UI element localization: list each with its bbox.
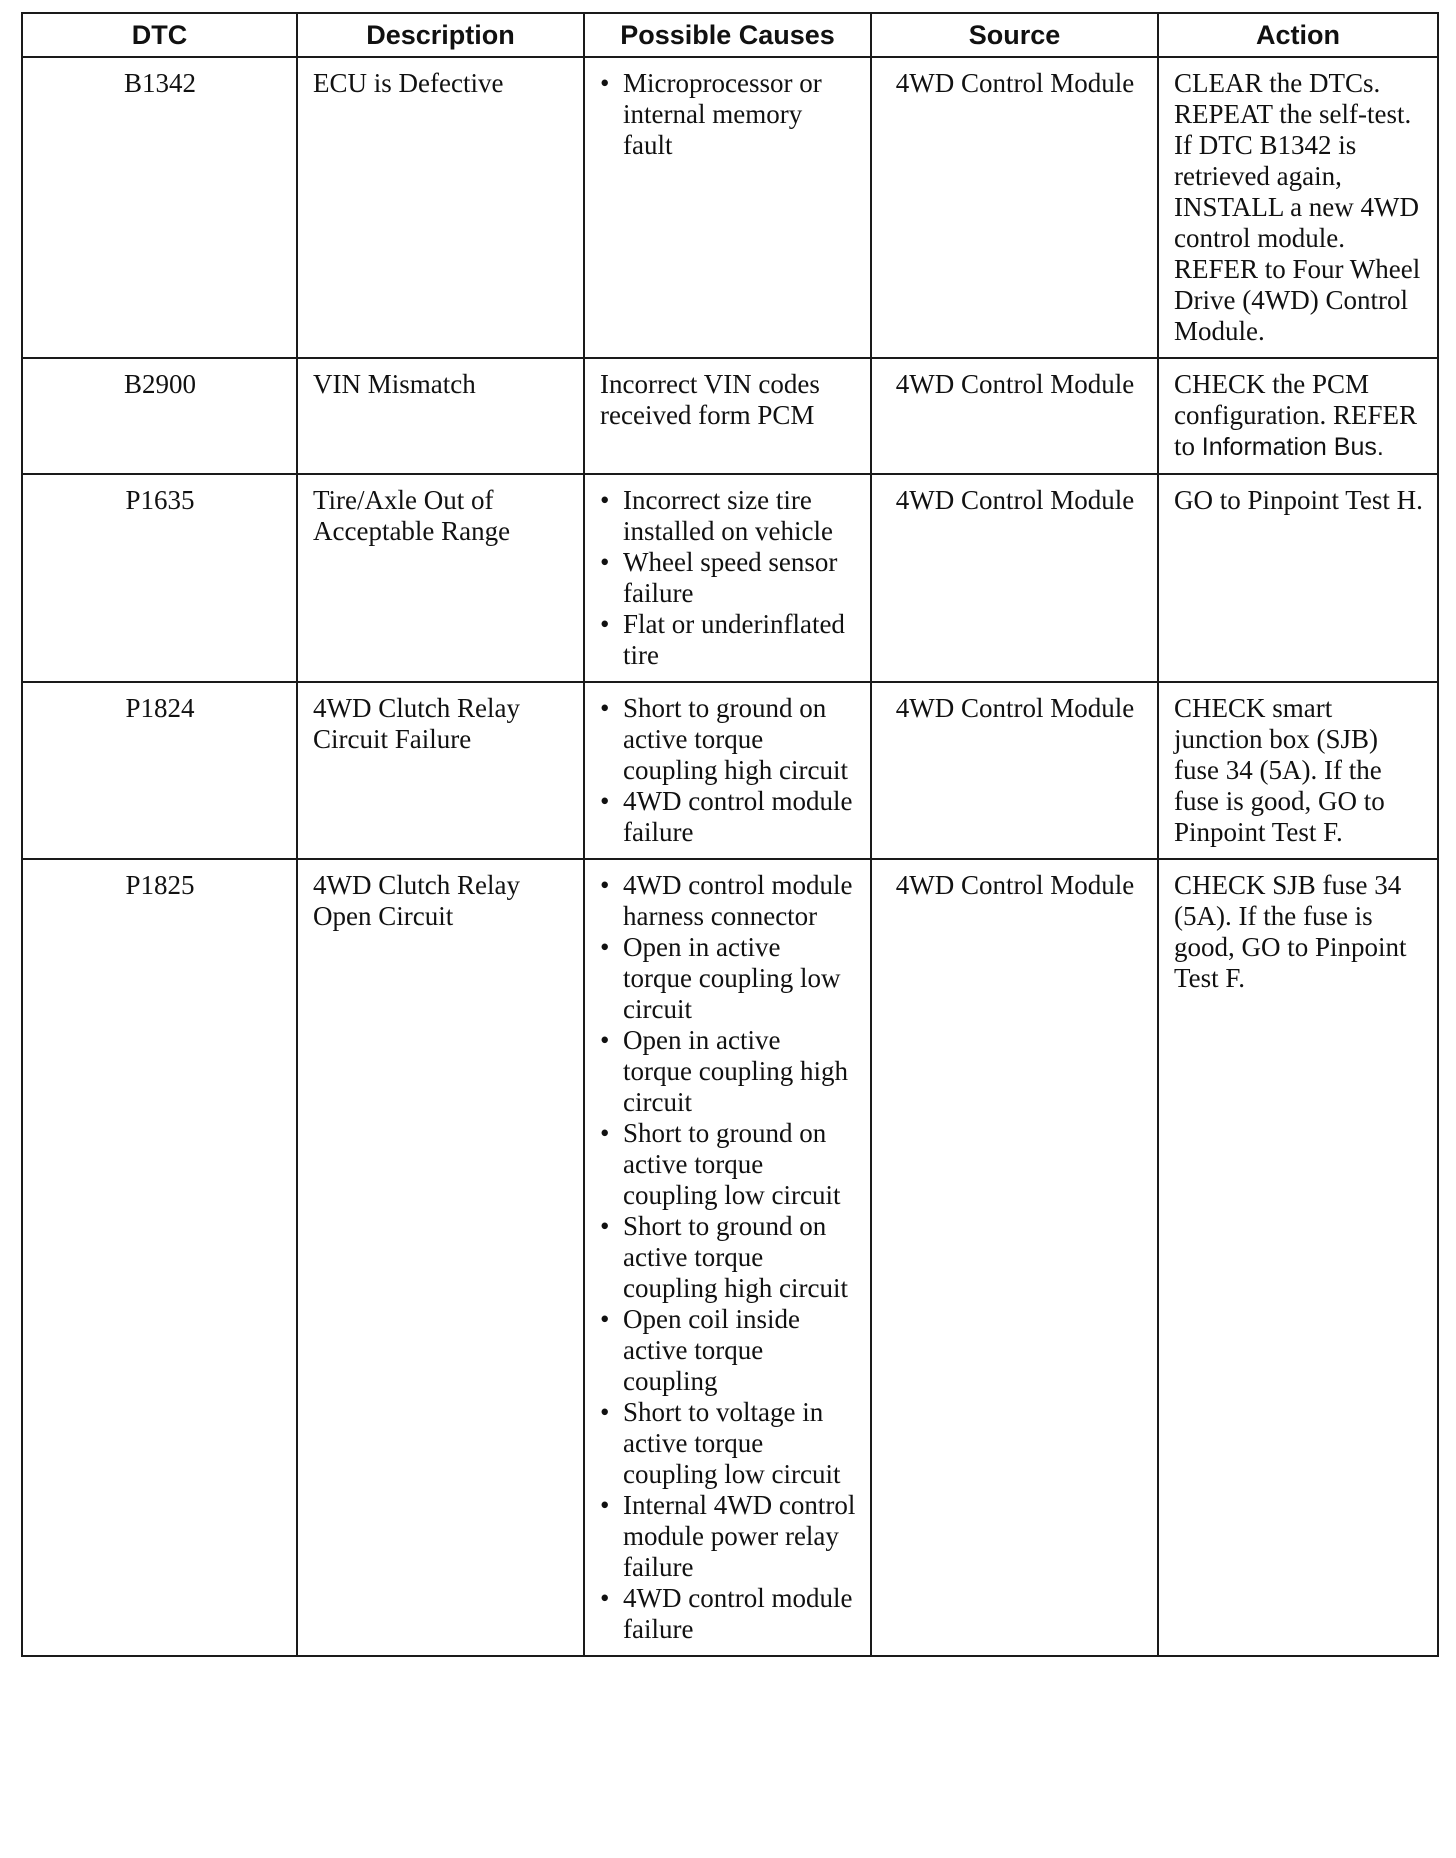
dtc-description: 4WD Clutch Relay Open Circuit bbox=[297, 859, 584, 1656]
header-action: Action bbox=[1158, 13, 1438, 57]
table-row bbox=[22, 474, 1438, 682]
header-source: Source bbox=[871, 13, 1158, 57]
dtc-action bbox=[1158, 358, 1438, 474]
dtc-description: VIN Mismatch bbox=[297, 358, 584, 474]
information-bus-reference: Information Bus. bbox=[1201, 433, 1384, 461]
causes-list bbox=[600, 693, 856, 848]
cause-item: • Short to ground on active torque coupling high circuit bbox=[600, 1211, 856, 1304]
cause-item: • Wheel speed sensor failure bbox=[600, 547, 856, 609]
dtc-description: ECU is Defective bbox=[297, 57, 584, 358]
header-row bbox=[22, 13, 1438, 57]
dtc-source: 4WD Control Module bbox=[871, 57, 1158, 358]
causes-list bbox=[600, 485, 856, 671]
causes-list bbox=[600, 68, 856, 161]
cause-item: • Open in active torque coupling high circuit bbox=[600, 1025, 856, 1118]
cause-item: • Open coil inside active torque coupling bbox=[600, 1304, 856, 1397]
table-row bbox=[22, 682, 1438, 859]
dtc-source: 4WD Control Module bbox=[871, 358, 1158, 474]
dtc-action: CLEAR the DTCs. REPEAT the self-test. If DTC B1342 is retrieved again, INSTALL a new 4WD control module. REFER to Four Wheel Drive (4WD) Control Module. bbox=[1158, 57, 1438, 358]
table-row bbox=[22, 859, 1438, 1656]
cause-item: • 4WD control module failure bbox=[600, 786, 856, 848]
dtc-action: GO to Pinpoint Test H. bbox=[1158, 474, 1438, 682]
cause-item: • 4WD control module harness connector bbox=[600, 870, 856, 932]
cause-item: • Microprocessor or internal memory fault bbox=[600, 68, 856, 161]
cause-item: • Open in active torque coupling low circuit bbox=[600, 932, 856, 1025]
dtc-code: B2900 bbox=[22, 358, 297, 474]
header-possible-causes: Possible Causes bbox=[584, 13, 871, 57]
action-text: CHECK the PCM configuration. REFER to bbox=[1174, 369, 1417, 461]
cause-item: • Flat or underinflated tire bbox=[600, 609, 856, 671]
dtc-code: P1824 bbox=[22, 682, 297, 859]
dtc-code: P1825 bbox=[22, 859, 297, 1656]
header-dtc: DTC bbox=[22, 13, 297, 57]
possible-causes-cell bbox=[584, 682, 871, 859]
possible-causes-cell bbox=[584, 859, 871, 1656]
possible-causes-cell bbox=[584, 57, 871, 358]
possible-causes-cell: Incorrect VIN codes received form PCM bbox=[584, 358, 871, 474]
cause-item: • Short to voltage in active torque coupling low circuit bbox=[600, 1397, 856, 1490]
dtc-source: 4WD Control Module bbox=[871, 682, 1158, 859]
dtc-code: B1342 bbox=[22, 57, 297, 358]
dtc-description: 4WD Clutch Relay Circuit Failure bbox=[297, 682, 584, 859]
dtc-source: 4WD Control Module bbox=[871, 474, 1158, 682]
cause-item: • Internal 4WD control module power relay failure bbox=[600, 1490, 856, 1583]
dtc-table bbox=[21, 12, 1439, 1657]
dtc-source: 4WD Control Module bbox=[871, 859, 1158, 1656]
table-row bbox=[22, 57, 1438, 358]
possible-causes-cell bbox=[584, 474, 871, 682]
table-row bbox=[22, 358, 1438, 474]
header-description: Description bbox=[297, 13, 584, 57]
cause-item: • Short to ground on active torque coupling low circuit bbox=[600, 1118, 856, 1211]
causes-list bbox=[600, 870, 856, 1645]
dtc-action: CHECK smart junction box (SJB) fuse 34 (5A). If the fuse is good, GO to Pinpoint Test F. bbox=[1158, 682, 1438, 859]
cause-item: • 4WD control module failure bbox=[600, 1583, 856, 1645]
cause-item: • Short to ground on active torque coupling high circuit bbox=[600, 693, 856, 786]
cause-item: • Incorrect size tire installed on vehicle bbox=[600, 485, 856, 547]
dtc-description: Tire/Axle Out of Acceptable Range bbox=[297, 474, 584, 682]
dtc-code: P1635 bbox=[22, 474, 297, 682]
dtc-action: CHECK SJB fuse 34 (5A). If the fuse is good, GO to Pinpoint Test F. bbox=[1158, 859, 1438, 1656]
